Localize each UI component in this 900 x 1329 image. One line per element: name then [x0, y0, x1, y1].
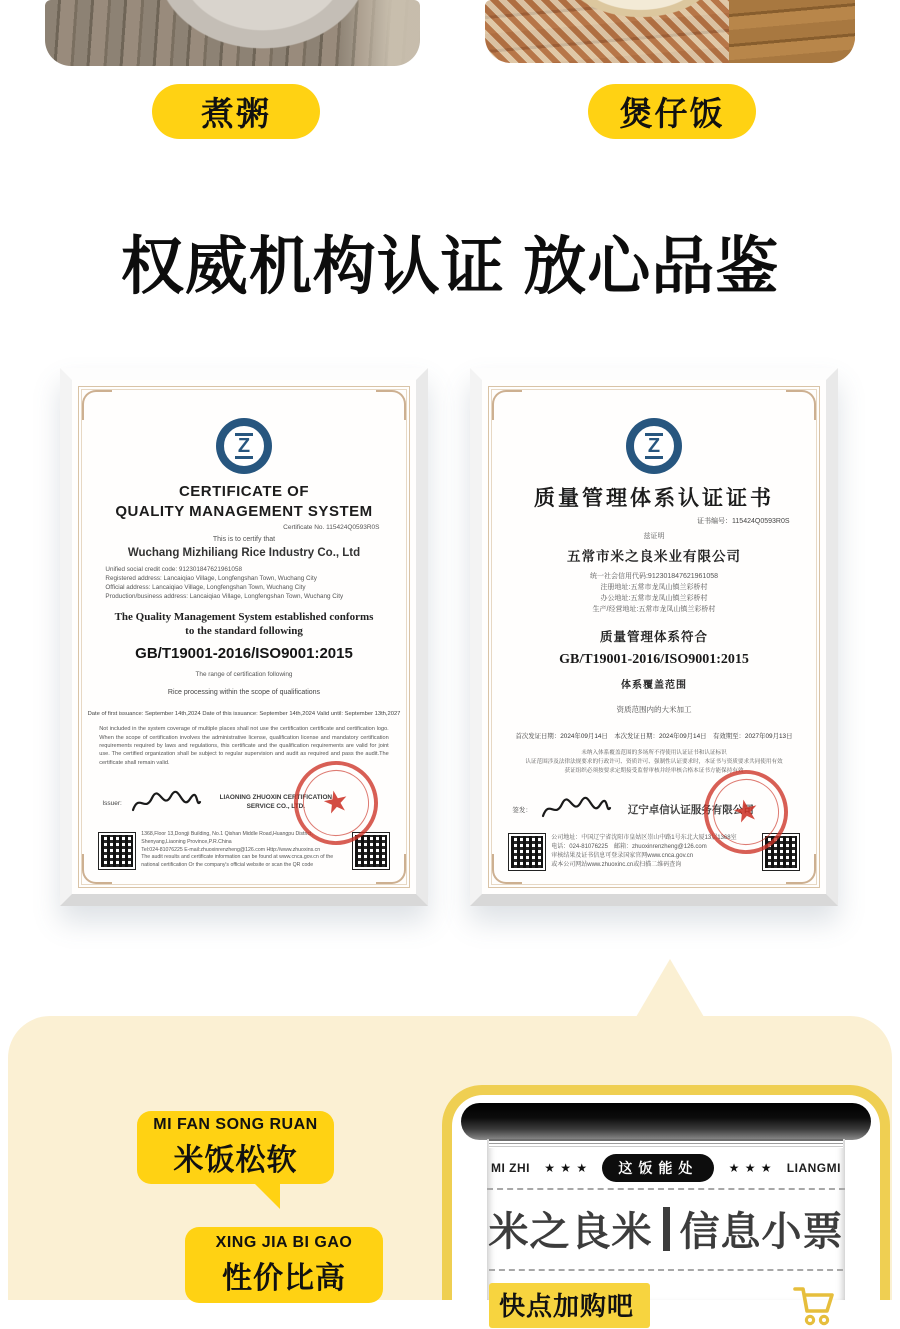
signature-row	[102, 775, 385, 831]
corner-ornament-icon	[492, 854, 522, 884]
scope-label: 体系覆盖范围	[621, 680, 687, 692]
certify-line: 兹证明	[643, 533, 665, 540]
conformance-statement: The Quality Management System established conforms to the standard following	[114, 610, 374, 638]
brand-right-text: LIANGMI	[786, 1161, 841, 1175]
feature-badge-value	[185, 1227, 383, 1303]
footer-contacts: Tel:024-81076225 E-mail:zhuoxinrenzheng@126.com Http://www.zhuoxins.cn	[141, 846, 321, 853]
certification-authority: LIAONING ZHUOXIN CERTIFICATION SERVICE CO., LTD.	[219, 794, 333, 811]
certificate-english-paper	[72, 380, 416, 894]
footer-address: 公司地址：中国辽宁省沈阳市皇姑区崇山中路1号东北大厦13层1368室	[551, 835, 737, 841]
certification-scope: 资质范围内的大米加工	[616, 705, 692, 715]
corner-ornament-icon	[376, 854, 406, 884]
printer-slot	[461, 1103, 871, 1140]
certificate-chinese-frame	[470, 368, 838, 906]
cart-icon	[791, 1283, 835, 1329]
credit-code-line: Unified social credit code: 912301847621961058	[105, 566, 242, 573]
footer-verification-note: The audit results and certificate information can be found at www.cnca.gov.cn of the national certification Or the company's official website or scan the QR code	[141, 854, 334, 869]
corner-ornament-icon	[82, 854, 112, 884]
feature-badge-pinyin: MI FAN SONG RUAN	[153, 1116, 318, 1133]
brand-left-text: MI ZHI	[491, 1161, 530, 1175]
conformance-statement: 质量管理体系符合	[599, 630, 708, 645]
standard-code: GB/T19001-2016/ISO9001:2015	[135, 645, 353, 663]
certificate-title	[115, 482, 372, 521]
credit-code-line: 统一社会信用代码:912301847621961058	[589, 573, 719, 580]
claypot-rice-label: 煲仔饭	[619, 95, 725, 132]
footer-address: 1368,Floor 13,Dongji Building, No.1 Qishan Middle Road,Huangpu District, Shenyang,Liaoning Province,P.R.China	[141, 831, 313, 845]
receipt-gold-frame	[442, 1085, 890, 1321]
production-address-line: 生产/经营地址:五常市龙凤山镇兰彩桥村	[592, 605, 716, 613]
feature-badge-text: 性价比高	[222, 1261, 346, 1295]
feature-badge-text: 米饭松软	[173, 1144, 298, 1177]
feature-badge-pinyin: XING JIA BI GAO	[215, 1233, 353, 1251]
official-address-line: Official address: Lancaiqiao Village, Longfengshan Town, Wuchang City	[105, 584, 306, 592]
issuance-dates: 首次发证日期：2024年09月14日 本次发证日期：2024年09月14日 有效期至：2027年09月13日	[515, 733, 793, 741]
company-name: 五常市米之良米业有限公司	[567, 549, 741, 564]
range-label: The range of certification following	[195, 671, 293, 679]
add-to-cart-text: 快点加购吧	[489, 1283, 650, 1328]
certification-authority: 辽宁卓信认证服务有限公司	[627, 804, 754, 816]
receipt-cta-row	[487, 1283, 845, 1329]
registered-address-line: Registered address: Lancaiqiao Village, Longfengshan Town, Wuchang City	[105, 575, 317, 583]
title-divider	[663, 1207, 670, 1251]
certificate-title-line1: CERTIFICATE OF	[178, 483, 310, 500]
certificate-title-line2: QUALITY MANAGEMENT SYSTEM	[115, 502, 373, 520]
bubble-notch-icon	[636, 959, 704, 1017]
footer-contacts: 电话：024-81076225 邮箱：zhuoxinrenzheng@126.com	[551, 844, 707, 850]
fine-print-line: 未纳入体系覆盖范围的多场所不得使用认证证书和认证标识	[581, 750, 727, 757]
corner-ornament-icon	[786, 390, 816, 420]
receipt-title-label: 信息小票	[679, 1210, 844, 1254]
certify-line: This is to certify that	[212, 536, 276, 543]
corner-ornament-icon	[786, 854, 816, 884]
corner-ornament-icon	[82, 390, 112, 420]
certification-emblem-icon	[626, 418, 682, 474]
corner-ornament-icon	[492, 390, 522, 420]
issuer-label: 签发：	[512, 806, 532, 814]
standard-code: GB/T19001-2016/ISO9001:2015	[559, 652, 749, 668]
fine-print: Not included in the system coverage of multiple places shall not use the certification certificate and certification logo. When the scope of certification involves the administrative license, qualification license and mandatory certification requirements required by laws and regulations, this certificate and the qualification requirements are valid for joint use. The certified organization shall be subject to regular supervision and audit as required and pass the audit.The certificate shall remain valid.	[99, 726, 389, 766]
certification-emblem-glyph: Z	[235, 433, 253, 459]
receipt-header-row	[487, 1154, 845, 1190]
section-title: 权威机构认证 放心品鉴	[120, 232, 780, 302]
company-name: Wuchang Mizhiliang Rice Industry Co., Ltd	[127, 547, 361, 559]
porridge-photo	[45, 0, 420, 66]
company-info	[105, 565, 382, 602]
issuance-dates: Date of first issuance: September 14th,2024 Date of this issuance: September 14th,2024 Valid until: September 13th,2027	[87, 711, 401, 718]
receipt-body	[452, 1095, 880, 1321]
stars-icon: ★ ★ ★	[544, 1161, 589, 1175]
certificate-title: 质量管理体系认证证书	[534, 486, 774, 510]
receipt-slogan-pill: 这饭能处	[602, 1154, 714, 1182]
porridge-label: 煮粥	[201, 95, 271, 132]
footer-website-note: 或本公司网站www.zhuoxinc.cn或扫描二维码查询	[551, 862, 682, 868]
stamp-star-icon: ★	[318, 783, 353, 822]
office-address-line: 办公地址:五常市龙凤山镇兰彩桥村	[600, 594, 708, 602]
production-address-line: Production/business address: Lancaiqiao Village, Longfengshan Town, Wuchang City	[105, 593, 344, 601]
certification-scope: Rice processing within the scope of qualifications	[167, 689, 321, 697]
fine-print-line: 认证范围涉及法律法规要求的行政许可、资质许可、强制性认证要求时，本证书与资质要求共同使用有效	[525, 759, 783, 766]
receipt-title	[487, 1200, 845, 1257]
issuer-label: Issuer:	[102, 799, 122, 807]
certificate-chinese-paper	[482, 380, 826, 894]
footer-verification-note: 审核结果及证书信息可登录国家官网www.cnca.gov.cn	[551, 853, 694, 859]
certification-emblem-inner	[633, 425, 675, 467]
dashed-divider	[489, 1269, 843, 1271]
receipt-paper	[487, 1139, 845, 1321]
certificate-english-frame	[60, 368, 428, 906]
corner-ornament-icon	[376, 390, 406, 420]
certification-emblem-glyph: Z	[645, 433, 663, 459]
stars-icon: ★ ★ ★	[728, 1161, 773, 1175]
certification-emblem-inner	[223, 425, 265, 467]
speech-tail-icon	[253, 1182, 280, 1209]
company-info	[590, 572, 718, 615]
certification-emblem-icon	[216, 418, 272, 474]
certificate-number: 证书编号：115424Q0593R0S	[697, 518, 790, 525]
claypot-rice-photo	[485, 0, 855, 63]
claypot-rice-label-pill	[588, 84, 756, 139]
receipt-title-brand: 米之良米	[488, 1210, 653, 1254]
feature-badge-soft-rice	[137, 1111, 334, 1184]
certificate-number: Certificate No. 115424Q0593R0S	[283, 524, 380, 531]
signature-row	[512, 784, 795, 834]
paper-top-rules	[489, 1139, 843, 1148]
fine-print-line: 获证组织必须按要求定期接受监督审核并经审核合格本证书方能保持有效	[564, 768, 744, 775]
issuer-signature	[130, 790, 202, 816]
registered-address-line: 注册地址:五常市龙凤山镇兰彩桥村	[600, 583, 708, 591]
issuer-signature	[540, 796, 612, 822]
porridge-label-pill	[152, 84, 320, 139]
stamp-star-icon: ★	[728, 792, 763, 831]
